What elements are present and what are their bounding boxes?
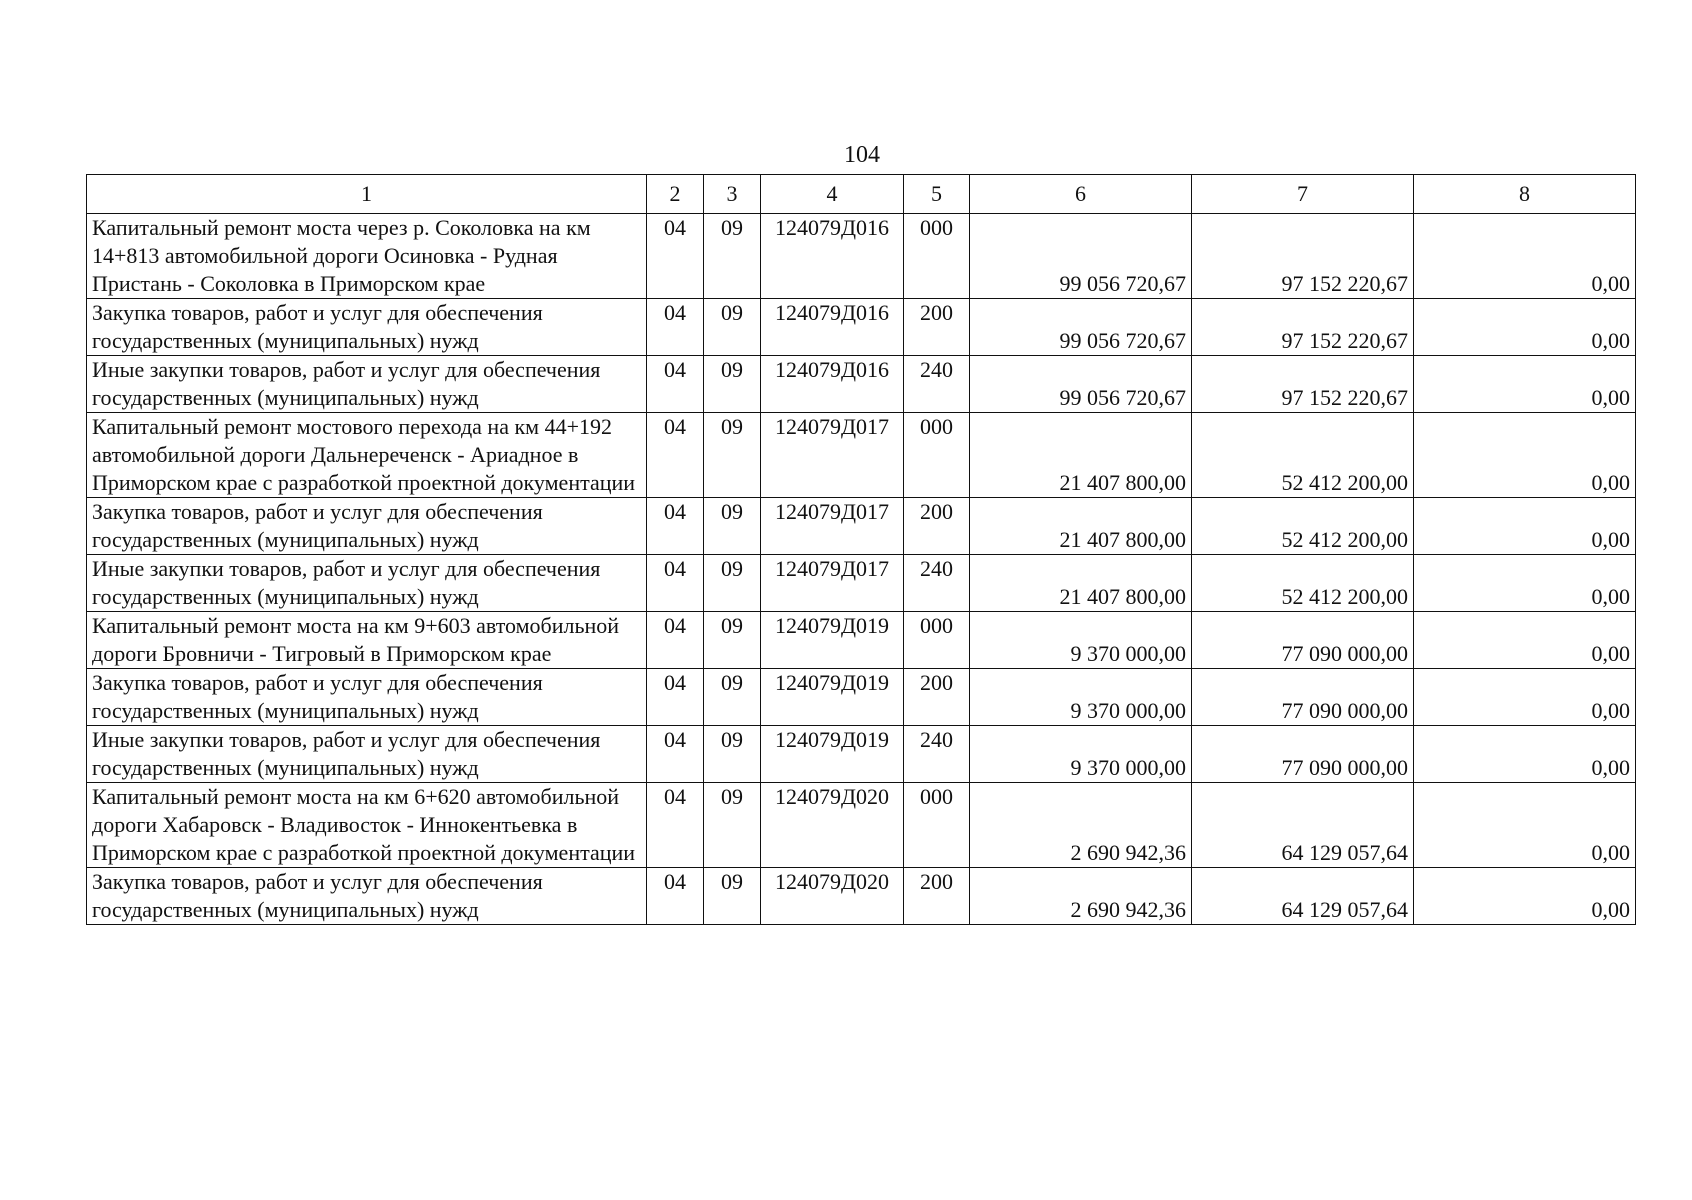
table-row [87,783,1636,868]
section-code: 04 [647,612,704,669]
table-row [87,413,1636,498]
target-article-code: 124079Д019 [761,612,904,669]
amount-col-7: 77 090 000,00 [1192,726,1414,783]
table-row [87,726,1636,783]
expense-type-code: 000 [904,612,970,669]
amount-col-7: 97 152 220,67 [1192,214,1414,299]
target-article-code: 124079Д019 [761,669,904,726]
item-name: Иные закупки товаров, работ и услуг для обеспечения государственных (муниципальных) нужд [87,356,647,413]
amount-col-6: 9 370 000,00 [970,612,1192,669]
table-row [87,498,1636,555]
amount-col-7: 77 090 000,00 [1192,612,1414,669]
item-name: Капитальный ремонт мостового перехода на км 44+192 автомобильной дороги Дальнереченск - Ариадное в Приморском крае с разработкой проектной документации [87,413,647,498]
item-name: Капитальный ремонт моста на км 9+603 автомобильной дороги Бровничи - Тигровый в Приморском крае [87,612,647,669]
amount-col-7: 64 129 057,64 [1192,783,1414,868]
amount-col-8: 0,00 [1414,612,1636,669]
target-article-code: 124079Д017 [761,413,904,498]
column-header: 3 [704,175,761,214]
amount-col-6: 9 370 000,00 [970,726,1192,783]
item-name: Закупка товаров, работ и услуг для обеспечения государственных (муниципальных) нужд [87,299,647,356]
amount-col-7: 97 152 220,67 [1192,299,1414,356]
amount-col-6: 2 690 942,36 [970,868,1192,925]
subsection-code: 09 [704,669,761,726]
target-article-code: 124079Д016 [761,214,904,299]
section-code: 04 [647,356,704,413]
amount-col-8: 0,00 [1414,726,1636,783]
item-name: Закупка товаров, работ и услуг для обеспечения государственных (муниципальных) нужд [87,868,647,925]
expense-type-code: 240 [904,356,970,413]
subsection-code: 09 [704,498,761,555]
subsection-code: 09 [704,299,761,356]
table-row [87,356,1636,413]
amount-col-8: 0,00 [1414,299,1636,356]
amount-col-8: 0,00 [1414,214,1636,299]
amount-col-8: 0,00 [1414,868,1636,925]
column-header: 4 [761,175,904,214]
expense-type-code: 000 [904,214,970,299]
amount-col-6: 99 056 720,67 [970,356,1192,413]
column-header: 6 [970,175,1192,214]
amount-col-7: 52 412 200,00 [1192,555,1414,612]
target-article-code: 124079Д019 [761,726,904,783]
expense-type-code: 240 [904,555,970,612]
subsection-code: 09 [704,214,761,299]
target-article-code: 124079Д020 [761,783,904,868]
amount-col-6: 99 056 720,67 [970,214,1192,299]
amount-col-6: 9 370 000,00 [970,669,1192,726]
column-header: 8 [1414,175,1636,214]
expense-type-code: 200 [904,299,970,356]
item-name: Капитальный ремонт моста через р. Соколовка на км 14+813 автомобильной дороги Осиновка - Рудная Пристань - Соколовка в Приморском крае [87,214,647,299]
amount-col-6: 21 407 800,00 [970,555,1192,612]
item-name: Закупка товаров, работ и услуг для обеспечения государственных (муниципальных) нужд [87,498,647,555]
subsection-code: 09 [704,868,761,925]
section-code: 04 [647,669,704,726]
subsection-code: 09 [704,726,761,783]
expense-type-code: 000 [904,783,970,868]
table-row [87,555,1636,612]
section-code: 04 [647,783,704,868]
expense-type-code: 200 [904,669,970,726]
amount-col-8: 0,00 [1414,498,1636,555]
amount-col-6: 99 056 720,67 [970,299,1192,356]
subsection-code: 09 [704,612,761,669]
table-row [87,299,1636,356]
expense-type-code: 200 [904,868,970,925]
section-code: 04 [647,726,704,783]
expense-type-code: 000 [904,413,970,498]
amount-col-8: 0,00 [1414,413,1636,498]
amount-col-6: 21 407 800,00 [970,498,1192,555]
section-code: 04 [647,413,704,498]
item-name: Капитальный ремонт моста на км 6+620 автомобильной дороги Хабаровск - Владивосток - Иннокентьевка в Приморском крае с разработкой проектной документации [87,783,647,868]
target-article-code: 124079Д020 [761,868,904,925]
section-code: 04 [647,299,704,356]
expense-type-code: 200 [904,498,970,555]
section-code: 04 [647,868,704,925]
table-row [87,868,1636,925]
target-article-code: 124079Д017 [761,498,904,555]
column-header: 2 [647,175,704,214]
target-article-code: 124079Д016 [761,299,904,356]
target-article-code: 124079Д016 [761,356,904,413]
section-code: 04 [647,555,704,612]
subsection-code: 09 [704,413,761,498]
section-code: 04 [647,498,704,555]
budget-table [86,174,1636,925]
table-row [87,612,1636,669]
expense-type-code: 240 [904,726,970,783]
item-name: Иные закупки товаров, работ и услуг для обеспечения государственных (муниципальных) нужд [87,555,647,612]
amount-col-8: 0,00 [1414,669,1636,726]
amount-col-8: 0,00 [1414,356,1636,413]
amount-col-7: 77 090 000,00 [1192,669,1414,726]
column-header: 5 [904,175,970,214]
amount-col-7: 97 152 220,67 [1192,356,1414,413]
table-row [87,214,1636,299]
amount-col-7: 64 129 057,64 [1192,868,1414,925]
amount-col-7: 52 412 200,00 [1192,498,1414,555]
amount-col-8: 0,00 [1414,555,1636,612]
page-number: 104 [844,142,880,168]
table-row [87,669,1636,726]
amount-col-8: 0,00 [1414,783,1636,868]
amount-col-6: 2 690 942,36 [970,783,1192,868]
section-code: 04 [647,214,704,299]
subsection-code: 09 [704,356,761,413]
column-header: 1 [87,175,647,214]
subsection-code: 09 [704,555,761,612]
subsection-code: 09 [704,783,761,868]
amount-col-6: 21 407 800,00 [970,413,1192,498]
column-header: 7 [1192,175,1414,214]
target-article-code: 124079Д017 [761,555,904,612]
table-header-row [87,175,1636,214]
item-name: Иные закупки товаров, работ и услуг для обеспечения государственных (муниципальных) нужд [87,726,647,783]
amount-col-7: 52 412 200,00 [1192,413,1414,498]
item-name: Закупка товаров, работ и услуг для обеспечения государственных (муниципальных) нужд [87,669,647,726]
